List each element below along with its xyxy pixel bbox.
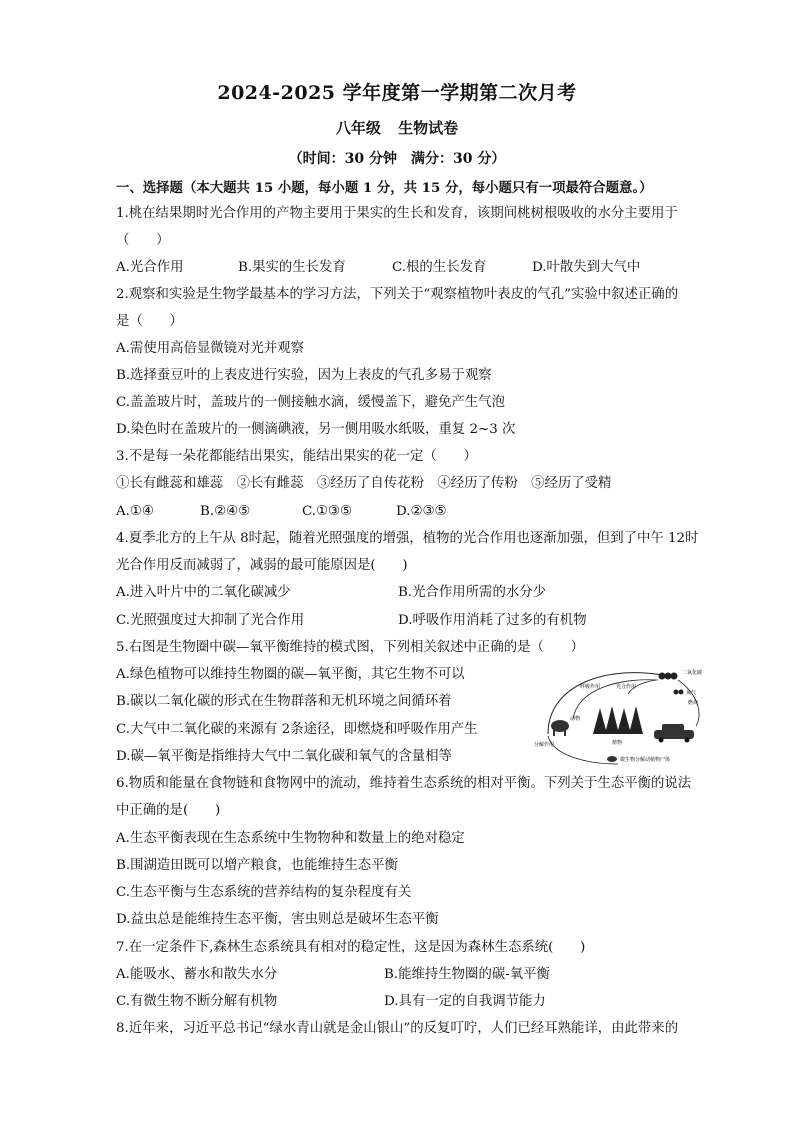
time-info: （时间：30 分钟 满分：30 分） [288,151,506,167]
respiration-label: 呼吸作用 [580,684,601,690]
q7-option-b: B.能维持生物圈的碳-氧平衡 [384,967,550,982]
section-heading: 一、选择题（本大题共 15 小题，每小题 1 分，共 15 分，每小题只有一项最符合题意。） [116,180,653,196]
plants-label: 植物 [612,740,623,746]
q5-option-b: B.碳以二氧化碳的形式在生物群落和无机环境之间循环着 [116,694,452,709]
q2-option-c: C.盖盖玻片时，盖玻片的一侧接触水滴，缓慢盖下，避免产生气泡 [116,395,505,410]
q1-stem-line1: 1.桃在结果期时光合作用的产物主要用于果实的生长和发育，该期间桃树根吸收的水分主要用于 [116,206,678,221]
q6-stem-line2: 中正确的是( ) [116,803,221,818]
q4-option-d: D.呼吸作用消耗了过多的有机物 [398,613,587,628]
q6-option-c: C.生态平衡与生态系统的营养结构的复杂程度有关 [116,885,412,900]
q1-option-a: A.光合作用 [116,260,184,275]
combustion-label: 燃烧 [688,700,699,706]
co2-molecule-icon [671,673,678,680]
carbon-oxygen-cycle-figure [528,664,718,772]
co2-molecule-icon [665,673,672,680]
q1-option-c: C.根的生长发育 [392,260,487,275]
grade-label: 八年级 [335,119,381,137]
tree-icon [593,708,607,734]
q3-stem: 3.不是每一朵花都能结出果实，能结出果实的花一定（ ） [116,449,477,464]
q5-option-a: A.绿色植物可以维持生物圈的碳—氧平衡，其它生物不可以 [116,667,465,682]
microbes-label: 微生物分解动植物尸体 [620,757,671,763]
microbe-icon [607,756,617,762]
co2-molecule-icon [659,673,666,680]
q2-option-d: D.染色时在盖玻片的一侧滴碘液，另一侧用吸水纸吸，重复 2~3 次 [116,422,516,437]
q3-option-b: B.②④⑤ [200,504,251,519]
q1-stem-line2: （ ） [116,233,170,248]
q6-option-b: B.围湖造田既可以增产粮食，也能维持生态平衡 [116,858,398,873]
o2-molecule-icon [679,690,684,695]
q6-option-d: D.益虫总是能维持生态平衡，害虫则总是破坏生态平衡 [116,912,439,927]
q2-stem-line2: 是（ ） [116,314,183,329]
q3-items: ①长有雌蕊和雄蕊 ②长有雌蕊 ③经历了自传花粉 ④经历了传粉 ⑤经历了受精 [116,476,612,491]
q7-option-c: C.有微生物不断分解有机物 [116,994,278,1009]
q2-option-b: B.选择蚕豆叶的上表皮进行实验，因为上表皮的气孔多易于观察 [116,368,492,383]
tree-icon [605,706,619,734]
q2-option-a: A.需使用高倍显微镜对光并观察 [116,341,305,356]
q5-stem: 5.右图是生物圈中碳—氧平衡维持的模式图，下列相关叙述中正确的是（ ） [116,640,585,655]
q8-stem-line1: 8.近年来，习近平总书记“绿水青山就是金山银山”的反复叮咛，人们已经耳熟能详，由此带来的 [116,1021,679,1036]
tree-icon [629,706,643,734]
q5-option-c: C.大气中二氧化碳的来源有 2条途径，即燃烧和呼吸作用产生 [116,722,478,737]
q4-stem-line2: 光合作用反而减弱了，减弱的最可能原因是( ) [116,558,408,573]
exam-subtitle [0,117,794,138]
q6-stem-line1: 6.物质和能量在食物链和食物网中的流动，维持着生态系统的相对平衡。下列关于生态平衡的说法 [116,776,692,791]
q4-option-b: B.光合作用所需的水分少 [398,585,547,600]
subject-label: 生物试卷 [398,119,459,137]
q7-option-d: D.具有一定的自我调节能力 [384,994,546,1009]
q5-option-d: D.碳—氧平衡是指维持大气中二氧化碳和氧气的含量相等 [116,749,452,764]
q1-option-b: B.果实的生长发育 [238,260,346,275]
q6-option-a: A.生态平衡表现在生态系统中生物物种和数量上的绝对稳定 [116,831,465,846]
car-icon [654,730,694,739]
photosynthesis-label: 光合作用 [616,684,637,690]
o2-label: 氧气 [686,690,697,696]
tree-icon [617,708,631,734]
q3-option-c: C.①③⑤ [302,504,353,519]
co2-label: 二氧化碳 [682,670,703,676]
o2-molecule-icon [674,690,679,695]
animals-label: 动物 [570,716,581,722]
q2-stem-line1: 2.观察和实验是生物学最基本的学习方法，下列关于“观察植物叶表皮的气孔”实验中叙述正确的 [116,287,679,302]
q7-option-a: A.能吸水、蓄水和散失水分 [116,967,278,982]
q1-option-d: D.叶散失到大气中 [532,260,641,275]
decomposition-label: 分解作用 [534,742,555,748]
q7-stem: 7.在一定条件下,森林生态系统具有相对的稳定性，这是因为森林生态系统( ) [116,940,586,955]
exam-title: 2024-2025 学年度第一学期第二次月考 [217,82,577,104]
q4-stem-line1: 4.夏季北方的上午从 8时起，随着光照强度的增强，植物的光合作用也逐渐加强，但到了中午 12时 [116,531,699,546]
q3-option-a: A.①④ [116,504,154,519]
q4-option-c: C.光照强度过大抑制了光合作用 [116,613,305,628]
q4-option-a: A.进入叶片中的二氧化碳减少 [116,585,291,600]
q3-option-d: D.②③⑤ [396,504,447,519]
